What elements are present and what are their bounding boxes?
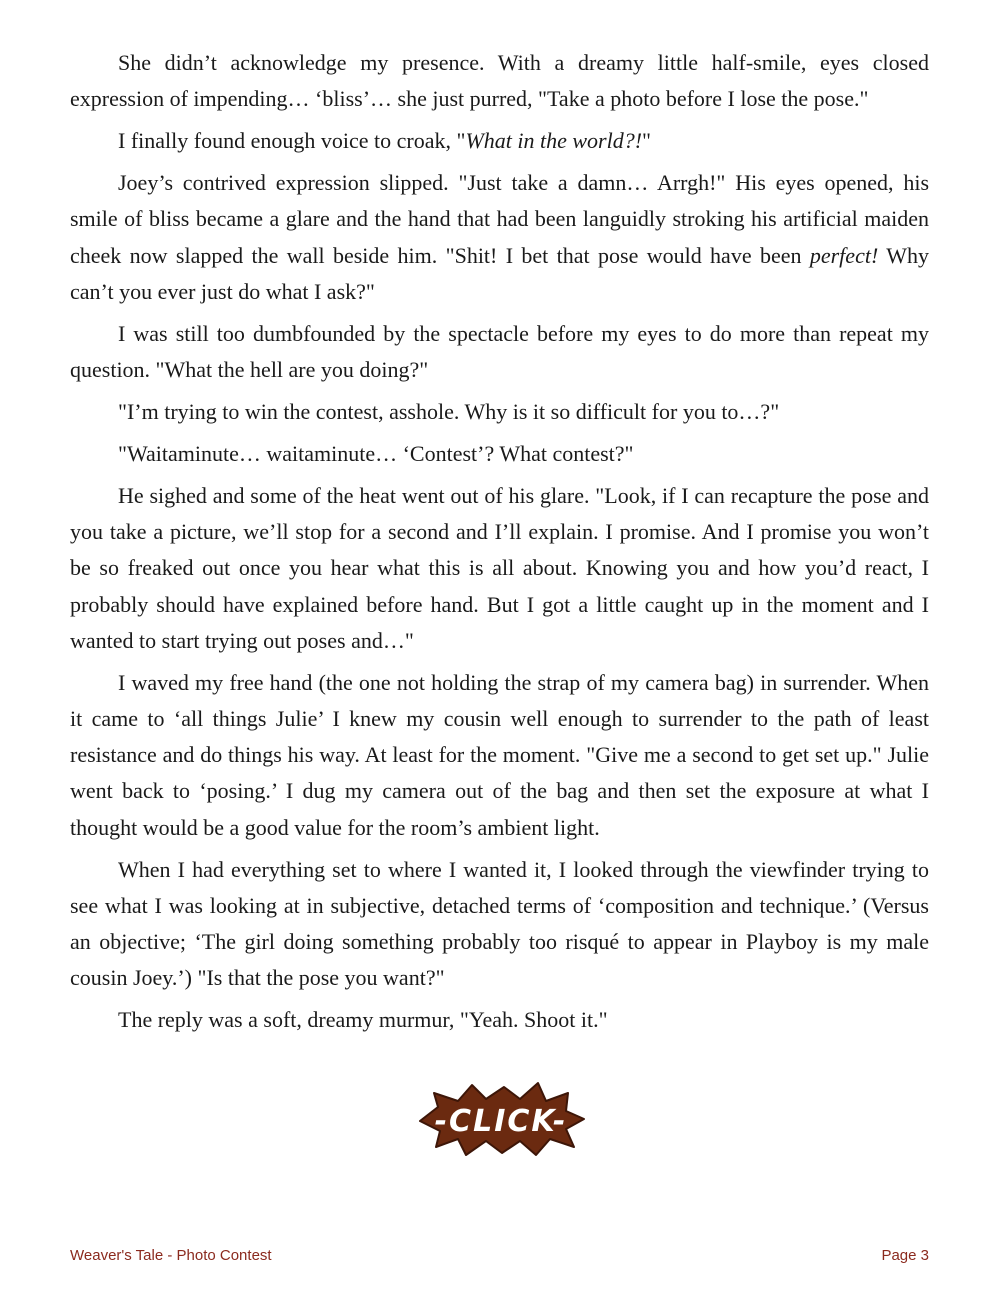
paragraph-5: "I’m trying to win the contest, asshole. Why is it so difficult for you to…?" <box>118 399 780 425</box>
footer-page-number: Page 3 <box>881 1247 929 1264</box>
paragraph-2-post: " <box>642 128 652 154</box>
paragraph-9: When I had everything set to where I wanted it, I looked through the viewfinder trying to see what I was looking at in subjective, detached terms of ‘composition and technique.’ (Versus an objective; ‘The girl doing something probably too risqué to appear in Playboy is my male cousin Joey.’) "Is that the pose you want?" <box>70 856 929 991</box>
paragraph-2-pre: I finally found enough voice to croak, " <box>118 128 466 154</box>
footer-title: Weaver's Tale - Photo Contest <box>70 1247 272 1264</box>
paragraph-8: I waved my free hand (the one not holding the strap of my camera bag) in surrender. When it came to ‘all things Julie’ I knew my cousin well enough to surrender to the path of least resistance and do things his way. At least for the moment. "Give me a second to get set up." Julie went back to ‘posing.’ I dug my camera out of the bag and then set the exposure at what I thought would be a good value for the room’s ambient light. <box>70 669 929 840</box>
paragraph-3-post: Why can’t you ever just do what I ask?" <box>70 242 929 304</box>
paragraph-3-emphasis: perfect! <box>809 242 879 268</box>
paragraph-3 <box>70 165 929 310</box>
paragraph-3-pre: Joey’s contrived expression slipped. "Just take a damn… Arrgh!" His eyes opened, his smile of bliss became a glare and the hand that had been languidly stroking his artificial maiden cheek now slapped the wall beside him. "Shit! I bet that pose would have been <box>70 170 929 268</box>
paragraph-6: "Waitaminute… waitaminute… ‘Contest’? What contest?" <box>118 441 634 467</box>
paragraph-7: He sighed and some of the heat went out of his glare. "Look, if I can recapture the pose and you take a picture, we’ll stop for a second and I’ll explain. I promise. And I promise you won’t be so freaked out once you hear what this is all about. Knowing you and how you’d react, I probably should have explained before hand. But I got a little caught up in the moment and I wanted to start trying out poses and…" <box>70 483 929 653</box>
paragraph-2-emphasis: What in the world?! <box>465 128 643 154</box>
paragraph-1: She didn’t acknowledge my presence. With a dreamy little half-smile, eyes closed expression of impending… ‘bliss’… she just purred, "Take a photo before I lose the pose." <box>70 50 929 112</box>
story-body <box>70 45 929 1044</box>
click-burst-graphic <box>416 1081 586 1157</box>
paragraph-2 <box>70 123 929 159</box>
paragraph-4: I was still too dumbfounded by the spectacle before my eyes to do more than repeat my question. "What the hell are you doing?" <box>70 320 929 383</box>
click-text: -CLICK- <box>434 1104 568 1139</box>
paragraph-10: The reply was a soft, dreamy murmur, "Yeah. Shoot it." <box>118 1007 608 1033</box>
click-sound-effect <box>416 1081 586 1157</box>
